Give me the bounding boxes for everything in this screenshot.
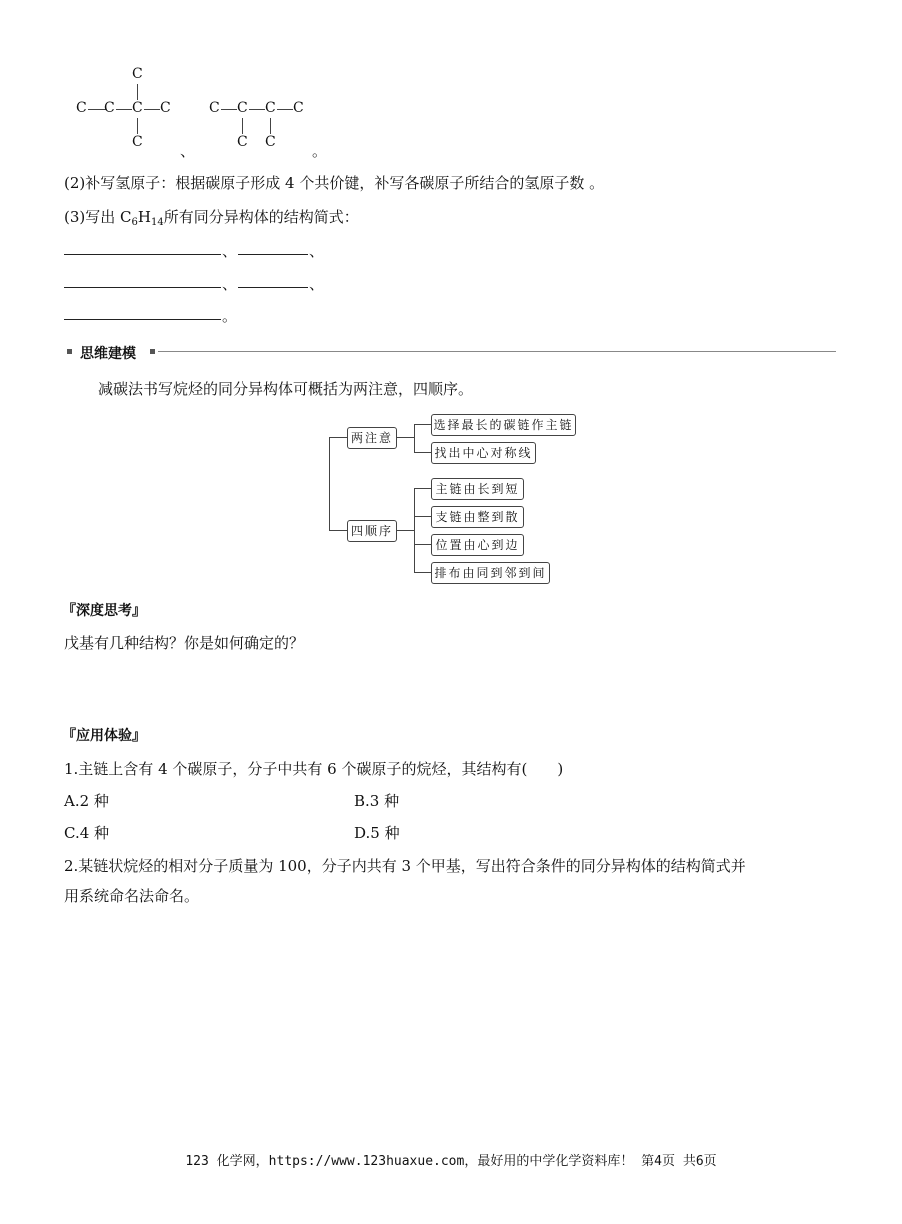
page-footer: 123 化学网，https://www.123huaxue.com，最好用的中学化学资料库！ 第4页 共6页 <box>185 1154 717 1169</box>
bond <box>137 84 138 100</box>
connector <box>414 424 415 452</box>
square-bullet-icon <box>150 349 155 354</box>
bond <box>116 109 132 110</box>
option-c[interactable]: C.4 种 <box>64 824 110 842</box>
option-a[interactable]: A.2 种 <box>64 792 109 810</box>
application-title: 『应用体验』 <box>62 728 146 744</box>
step-3-text: (3)写出 $C_6H_{14}$所有同分异构体的结构简式： <box>64 208 359 228</box>
atom-c: C <box>160 100 171 116</box>
atom-c: C <box>237 134 248 150</box>
separator: 、 <box>309 242 325 260</box>
separator: 、 <box>309 275 325 293</box>
bond <box>137 118 138 134</box>
connector <box>414 516 431 517</box>
separator: 、 <box>180 142 196 160</box>
section-divider <box>158 351 836 352</box>
deep-thinking-title: 『深度思考』 <box>62 603 146 619</box>
period: 。 <box>312 142 328 160</box>
bond <box>242 118 243 134</box>
connector <box>414 488 431 489</box>
atom-c: C <box>209 100 220 116</box>
item-box: 主链由长到短 <box>431 478 524 500</box>
item-box: 排布由同到邻到间 <box>431 562 550 584</box>
atom-c: C <box>265 100 276 116</box>
bond <box>270 118 271 134</box>
bond <box>249 109 265 110</box>
answer-blank-2[interactable] <box>238 254 308 255</box>
option-b[interactable]: B.3 种 <box>354 792 400 810</box>
item-box: 支链由整到散 <box>431 506 524 528</box>
item-box: 选择最长的碳链作主链 <box>431 414 576 436</box>
connector <box>414 424 431 425</box>
intro-text: 减碳法书写烷烃的同分异构体可概括为两注意，四顺序。 <box>98 380 474 398</box>
atom-c: C <box>293 100 304 116</box>
connector <box>396 437 414 438</box>
connector <box>329 437 330 530</box>
connector <box>396 530 414 531</box>
answer-blank-3[interactable] <box>64 287 221 288</box>
connector <box>414 572 431 573</box>
deep-thinking-question: 戊基有几种结构？你是如何确定的？ <box>64 634 305 652</box>
step-2-text: (2)补写氢原子：根据碳原子形成 4 个共价键，补写各碳原子所结合的氢原子数 。 <box>64 174 605 192</box>
atom-c: C <box>265 134 276 150</box>
separator: 、 <box>222 242 238 260</box>
atom-c: C <box>132 134 143 150</box>
question-1-text: 1.主链上含有 4 个碳原子，分子中共有 6 个碳原子的烷烃，其结构有( ) <box>64 760 564 778</box>
atom-c: C <box>237 100 248 116</box>
atom-c: C <box>132 100 143 116</box>
answer-blank-1[interactable] <box>64 254 221 255</box>
option-d[interactable]: D.5 种 <box>354 824 400 842</box>
group-box-two-notes: 两注意 <box>347 427 397 449</box>
connector <box>329 530 347 531</box>
bond <box>144 109 160 110</box>
connector <box>329 437 347 438</box>
bond <box>221 109 237 110</box>
separator: 、 <box>222 275 238 293</box>
question-2-line-2: 用系统命名法命名。 <box>64 887 200 905</box>
atom-c: C <box>132 66 143 82</box>
answer-blank-5[interactable] <box>64 319 221 320</box>
atom-c: C <box>104 100 115 116</box>
item-box: 位置由心到边 <box>431 534 524 556</box>
question-2-line-1: 2.某链状烷烃的相对分子质量为 100，分子内共有 3 个甲基，写出符合条件的同分异构体的结构简式并 <box>64 857 746 875</box>
connector <box>414 544 431 545</box>
group-box-four-orders: 四顺序 <box>347 520 397 542</box>
item-box: 找出中心对称线 <box>431 442 536 464</box>
section-title: 思维建模 <box>80 346 136 362</box>
square-bullet-icon <box>67 349 72 354</box>
connector <box>414 452 431 453</box>
atom-c: C <box>76 100 87 116</box>
bond <box>277 109 293 110</box>
connector <box>414 488 415 572</box>
answer-blank-4[interactable] <box>238 287 308 288</box>
period: 。 <box>222 307 238 325</box>
